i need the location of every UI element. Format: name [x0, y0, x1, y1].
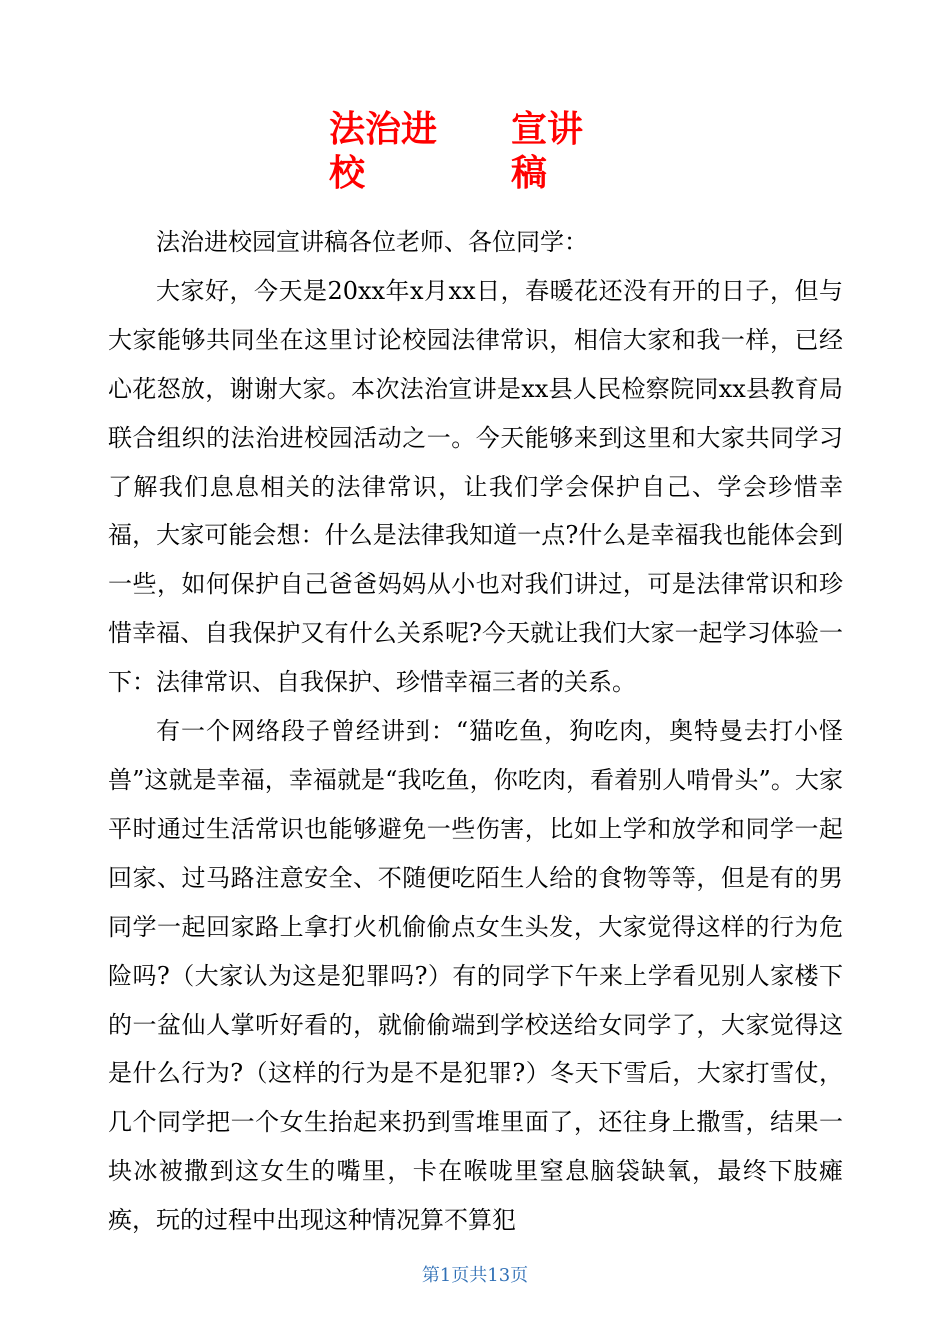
title-part-4: 稿 [511, 153, 548, 194]
title-part-3: 校 [329, 153, 366, 194]
document-title [329, 108, 629, 204]
salutation-paragraph: 法治进校园宣讲稿各位老师、各位同学： [156, 228, 588, 256]
body-paragraph-1: 大家好，今天是20xx年x月xx日，春暖花还没有开的日子，但与大家能够共同坐在这里讨论校园法律常识，相信大家和我一样，已经心花怒放，谢谢大家。本次法治宣讲是xx县人民检察院同xx县教育局联合组织的法治进校园活动之一。今天能够来到这里和大家共同学习了解我们息息相关的法律常识，让我们学会保护自己、学会珍惜幸福，大家可能会想：什么是法律我知道一点?什么是幸福我也能体会到一些，如何保护自己爸爸妈妈从小也对我们讲过，可是法律常识和珍惜幸福、自我保护又有什么关系呢?今天就让我们大家一起学习体验一下：法律常识、自我保护、珍惜幸福三者的关系。 [108, 276, 843, 697]
title-part-2: 宣讲 [511, 109, 584, 150]
page-footer: 第1页共13页 [421, 1265, 529, 1286]
body-paragraph-2: 有一个网络段子曾经讲到：“猫吃鱼，狗吃肉，奥特曼去打小怪兽”这就是幸福，幸福就是“我吃鱼，你吃肉，看着别人啃骨头”。大家平时通过生活常识也能够避免一些伤害，比如上学和放学和同学一起回家、过马路注意安全、不随便吃陌生人给的食物等等，但是有的男同学一起回家路上拿打火机偷偷点女生头发，大家觉得这样的行为危险吗?（大家认为这是犯罪吗?）有的同学下午来上学看见别人家楼下的一盆仙人掌听好看的，就偷偷端到学校送给女同学了，大家觉得这是什么行为?（这样的行为是不是犯罪?）冬天下雪后，大家打雪仗，几个同学把一个女生抬起来扔到雪堆里面了，还往身上撒雪，结果一块冰被撒到这女生的嘴里，卡在喉咙里窒息脑袋缺氧，最终下肢瘫痪，玩的过程中出现这种情况算不算犯 [108, 717, 843, 1235]
document-body [108, 218, 843, 1245]
title-part-1: 法治进 [329, 109, 438, 150]
